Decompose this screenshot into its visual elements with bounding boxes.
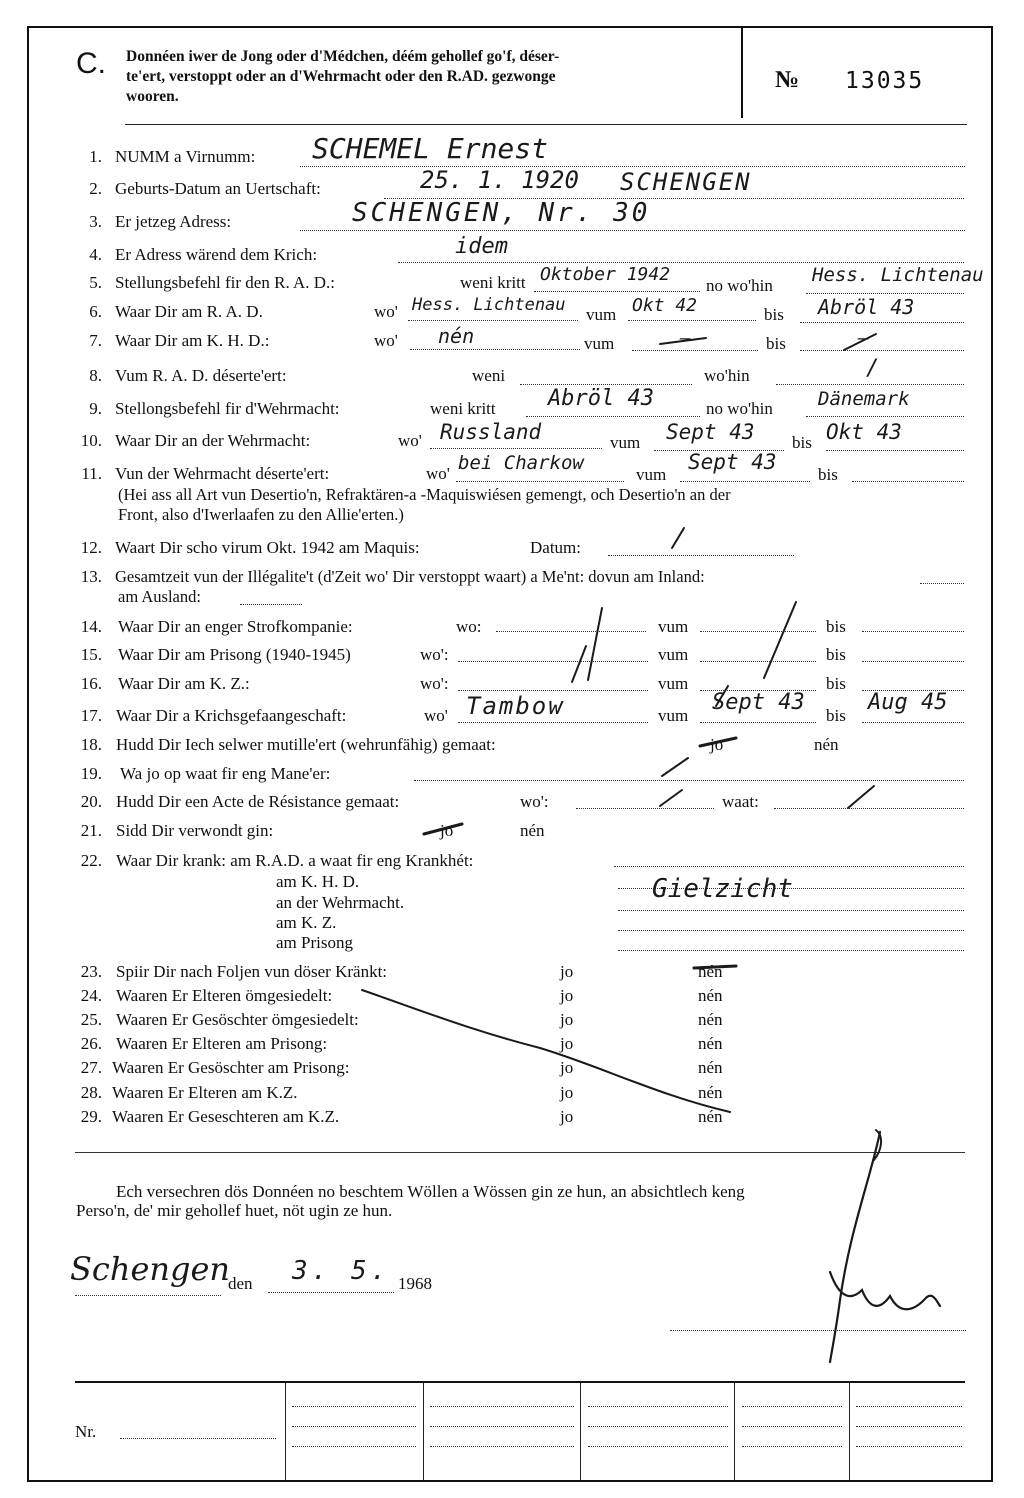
wehrmacht-wo-value: Russland	[440, 420, 542, 444]
wehrmacht-order-where-label: no wo'hin	[706, 399, 773, 418]
row-number: 2.	[89, 179, 102, 198]
rad-bis-value: Abröl 43	[818, 295, 915, 319]
row-number: 23.	[80, 962, 102, 981]
row-number: 12.	[80, 538, 102, 557]
rad-wo-label: wo'	[374, 302, 398, 321]
strike-mark	[672, 528, 684, 548]
rad-order-where-label: no wo'hin	[706, 276, 773, 295]
khd-wo-label: wo'	[374, 331, 398, 350]
penal-company-bis-label: bis	[826, 617, 846, 636]
consequences-label: Spiir Dir nach Foljen vun döser Kränkt:	[116, 962, 388, 981]
illness-kz-label: am K. Z.	[276, 913, 337, 932]
row-number: 16.	[80, 674, 102, 693]
footer-nr-label: Nr.	[75, 1422, 97, 1441]
row-number: 27.	[80, 1058, 102, 1077]
khd-bis-value: —	[858, 328, 869, 349]
kz-vum-label: vum	[658, 674, 689, 693]
number-sign: №	[775, 67, 800, 93]
desertion-note-line-1: (Hei ass all Art vun Desertio'n, Refraktären-a -Maquiswiésen gemengt, och Desertio'n an der	[118, 485, 731, 504]
rad-label: Waar Dir am R. A. D.	[115, 302, 263, 321]
kz-label: Waar Dir am K. Z.:	[118, 674, 250, 693]
khd-vum-value: —	[680, 328, 691, 349]
strike-mark	[694, 966, 736, 968]
rad-deserted-wohin-value: /	[866, 356, 880, 381]
wehrmacht-order-where-value: Dänemark	[818, 388, 910, 410]
consequences-nen: nén	[698, 962, 723, 981]
row-number: 11.	[81, 464, 102, 483]
illegality-abroad-label: am Ausland:	[118, 587, 201, 606]
prison-label: Waar Dir am Prisong (1940-1945)	[118, 645, 351, 664]
wounded-jo: jo	[440, 821, 454, 840]
wehrmacht-order-when-label: weni kritt	[430, 399, 496, 418]
wehrmacht-deserted-vum-label: vum	[636, 465, 667, 484]
row-number: 15.	[80, 645, 102, 664]
form-number: 13035	[845, 68, 925, 94]
pow-label: Waar Dir a Krichsgefaangeschaft:	[116, 706, 347, 725]
strike-mark	[848, 786, 874, 808]
wehrmacht-deserted-vum-value: Sept 43	[688, 450, 777, 474]
siblings-prison-label: Waaren Er Gesöschter am Prisong:	[112, 1058, 350, 1077]
row-number: 1.	[89, 147, 102, 166]
rad-bis-label: bis	[764, 305, 784, 324]
row-number: 14.	[80, 617, 102, 636]
parents-prison-nen: nén	[698, 1034, 723, 1053]
rad-vum-label: vum	[586, 305, 617, 324]
khd-label: Waar Dir am K. H. D.:	[115, 331, 270, 350]
illness-label: Waar Dir krank: am R.A.D. a waat fir eng Krankhét:	[116, 851, 474, 870]
strike-mark	[662, 758, 688, 776]
pow-vum-label: vum	[658, 706, 689, 725]
name-value: SCHEMEL Ernest	[312, 132, 549, 165]
signature-stroke	[830, 1272, 940, 1309]
war-address-value: idem	[455, 234, 508, 259]
pow-bis-value: Aug 45	[868, 690, 948, 715]
wehrmacht-wo-label: wo'	[398, 431, 422, 450]
maquis-datum-label: Datum:	[530, 538, 581, 557]
siblings-prison-nen: nén	[698, 1058, 723, 1077]
resistance-waat-label: waat:	[722, 792, 759, 811]
signature-stroke	[830, 1132, 880, 1362]
row-number: 28.	[80, 1083, 102, 1102]
rad-deserted-weni-label: weni	[472, 366, 506, 385]
strike-mark	[588, 608, 602, 680]
pow-bis-label: bis	[826, 706, 846, 725]
address-value: SCHENGEN, Nr. 30	[352, 198, 651, 228]
strike-mark	[716, 686, 728, 706]
consequences-jo: jo	[560, 962, 574, 981]
siblings-resettled-nen: nén	[698, 1010, 723, 1029]
row-number: 17.	[80, 706, 102, 725]
wehrmacht-vum-value: Sept 43	[666, 420, 755, 444]
self-mutilation-label: Hudd Dir Iech selwer mutille'ert (wehrunfähig) gemaat:	[116, 735, 496, 754]
row-number: 19.	[80, 764, 102, 783]
rad-wo-value: Hess. Lichtenau	[412, 295, 566, 315]
wehrmacht-label: Waar Dir an der Wehrmacht:	[115, 431, 311, 450]
illness-wehrmacht-label: an der Wehrmacht.	[276, 893, 405, 912]
header-line-1: Donnéen iwer de Jong oder d'Médchen, déém gehollef go'f, déser-	[126, 48, 560, 65]
rad-order-label: Stellungsbefehl fir den R. A. D.:	[115, 273, 336, 292]
siblings-resettled-jo: jo	[560, 1010, 574, 1029]
kz-bis-label: bis	[826, 674, 846, 693]
signature-date: 3. 5.	[292, 1256, 391, 1286]
khd-vum-label: vum	[584, 334, 615, 353]
signature-place: Schengen	[70, 1250, 231, 1288]
siblings-prison-jo: jo	[560, 1058, 574, 1077]
strike-mark	[700, 738, 736, 746]
siblings-kz-nen: nén	[698, 1107, 723, 1126]
parents-kz-nen: nén	[698, 1083, 723, 1102]
war-address-label: Er Adress wärend dem Krich:	[115, 245, 318, 264]
resistance-wo-label: wo':	[520, 792, 549, 811]
parents-prison-label: Waaren Er Elteren am Prisong:	[116, 1034, 328, 1053]
strike-mark	[572, 646, 586, 682]
address-label: Er jetzeg Adress:	[115, 212, 232, 231]
wehrmacht-deserted-label: Vun der Wehrmacht déserte'ert:	[115, 464, 330, 483]
siblings-kz-label: Waaren Er Geseschteren am K.Z.	[112, 1107, 340, 1126]
row-number: 5.	[89, 273, 102, 292]
row-number: 7.	[89, 331, 102, 350]
resistance-label: Hudd Dir een Acte de Résistance gemaat:	[116, 792, 400, 811]
illness-prisong-label: am Prisong	[276, 933, 353, 952]
penal-company-label: Waar Dir an enger Strofkompanie:	[118, 617, 353, 636]
row-number: 3.	[89, 212, 102, 231]
parents-resettled-jo: jo	[560, 986, 574, 1005]
prison-bis-label: bis	[826, 645, 846, 664]
pow-wo-value: Tambow	[466, 692, 565, 720]
row-number: 29.	[80, 1107, 102, 1126]
row-number: 6.	[89, 302, 102, 321]
row-number: 18.	[80, 735, 102, 754]
den-label: den	[228, 1274, 253, 1293]
parents-resettled-nen: nén	[698, 986, 723, 1005]
rad-order-where-value: Hess. Lichtenau	[812, 264, 984, 286]
strike-mark	[660, 338, 706, 344]
siblings-kz-jo: jo	[560, 1107, 574, 1126]
row-number: 9.	[89, 399, 102, 418]
wehrmacht-bis-value: Okt 43	[826, 420, 902, 444]
self-mutilation-jo: jo	[710, 735, 724, 754]
siblings-resettled-label: Waaren Er Gesöschter ömgesiedelt:	[116, 1010, 359, 1029]
strike-mark	[844, 334, 876, 350]
header-line-2: te'ert, verstoppt oder an d'Wehrmacht oder den R.AD. gezwonge	[126, 68, 556, 85]
penal-company-vum-label: vum	[658, 617, 689, 636]
row-number: 10.	[80, 431, 102, 450]
rad-order-when-label: weni kritt	[460, 273, 526, 292]
strike-mark	[764, 602, 796, 678]
row-number: 21.	[80, 821, 102, 840]
prison-wo-label: wo':	[420, 645, 449, 664]
section-letter: C.	[76, 47, 106, 80]
name-label: NUMM a Virnumm:	[115, 147, 256, 166]
signature-year: 1968	[398, 1274, 432, 1293]
declaration-line-1: Ech versechren dös Donnéen no beschtem Wöllen a Wössen gin ze hun, an absichtlech keng	[116, 1182, 745, 1201]
wehrmacht-bis-label: bis	[792, 433, 812, 452]
khd-wo-value: nén	[438, 324, 475, 348]
declaration-line-2: Perso'n, de' mir gehollef huet, nöt ugin ze hun.	[76, 1201, 393, 1220]
pow-vum-value: Sept 43	[712, 690, 805, 715]
illness-khd-label: am K. H. D.	[276, 872, 360, 891]
birth-date-value: 25. 1. 1920	[420, 166, 579, 194]
rad-deserted-wohin-label: wo'hin	[704, 366, 750, 385]
row-number: 20.	[80, 792, 102, 811]
rad-vum-value: Okt 42	[632, 295, 698, 316]
crossout-stroke	[362, 990, 730, 1112]
row-number: 22.	[80, 851, 102, 870]
wounded-label: Sidd Dir verwondt gin:	[116, 821, 274, 840]
row-number: 13.	[80, 567, 102, 586]
rad-deserted-label: Vum R. A. D. déserte'ert:	[115, 366, 287, 385]
khd-bis-label: bis	[766, 334, 786, 353]
wehrmacht-order-label: Stellongsbefehl fir d'Wehrmacht:	[115, 399, 340, 418]
strike-mark	[660, 790, 682, 806]
row-number: 26.	[80, 1034, 102, 1053]
wehrmacht-deserted-wo-label: wo'	[426, 464, 450, 483]
self-mutilation-nen: nén	[814, 735, 839, 754]
birth-label: Geburts-Datum an Uertschaft:	[115, 179, 321, 198]
strike-mark	[424, 824, 462, 834]
row-number: 8.	[89, 366, 102, 385]
kz-wo-label: wo':	[420, 674, 449, 693]
illness-value: Gielzicht	[652, 874, 793, 904]
desertion-note-line-2: Front, also d'Iwerlaafen zu den Allie'erten.)	[118, 505, 404, 524]
wehrmacht-deserted-wo-value: bei Charkow	[458, 452, 584, 474]
wehrmacht-vum-label: vum	[610, 433, 641, 452]
pow-wo-label: wo'	[424, 706, 448, 725]
parents-kz-label: Waaren Er Elteren am K.Z.	[112, 1083, 298, 1102]
header-line-3: wooren.	[126, 88, 179, 105]
manner-label: Wa jo op waat fir eng Mane'er:	[120, 764, 331, 783]
wehrmacht-order-when-value: Abröl 43	[548, 386, 654, 411]
penal-company-wo-label: wo:	[456, 617, 482, 636]
parents-kz-jo: jo	[560, 1083, 574, 1102]
wehrmacht-deserted-bis-label: bis	[818, 465, 838, 484]
illegality-label: Gesamtzeit vun der Illégalite't (d'Zeit wo' Dir verstoppt waart) a Me'nt: dovun am Inland:	[115, 567, 705, 586]
parents-resettled-label: Waaren Er Elteren ömgesiedelt:	[116, 986, 333, 1005]
maquis-label: Waart Dir scho virum Okt. 1942 am Maquis:	[115, 538, 420, 557]
rad-order-when-value: Oktober 1942	[540, 264, 671, 285]
row-number: 24.	[80, 986, 102, 1005]
wounded-nen: nén	[520, 821, 545, 840]
row-number: 25.	[80, 1010, 102, 1029]
row-number: 4.	[89, 245, 102, 264]
birth-place-value: SCHENGEN	[620, 168, 752, 196]
parents-prison-jo: jo	[560, 1034, 574, 1053]
prison-vum-label: vum	[658, 645, 689, 664]
